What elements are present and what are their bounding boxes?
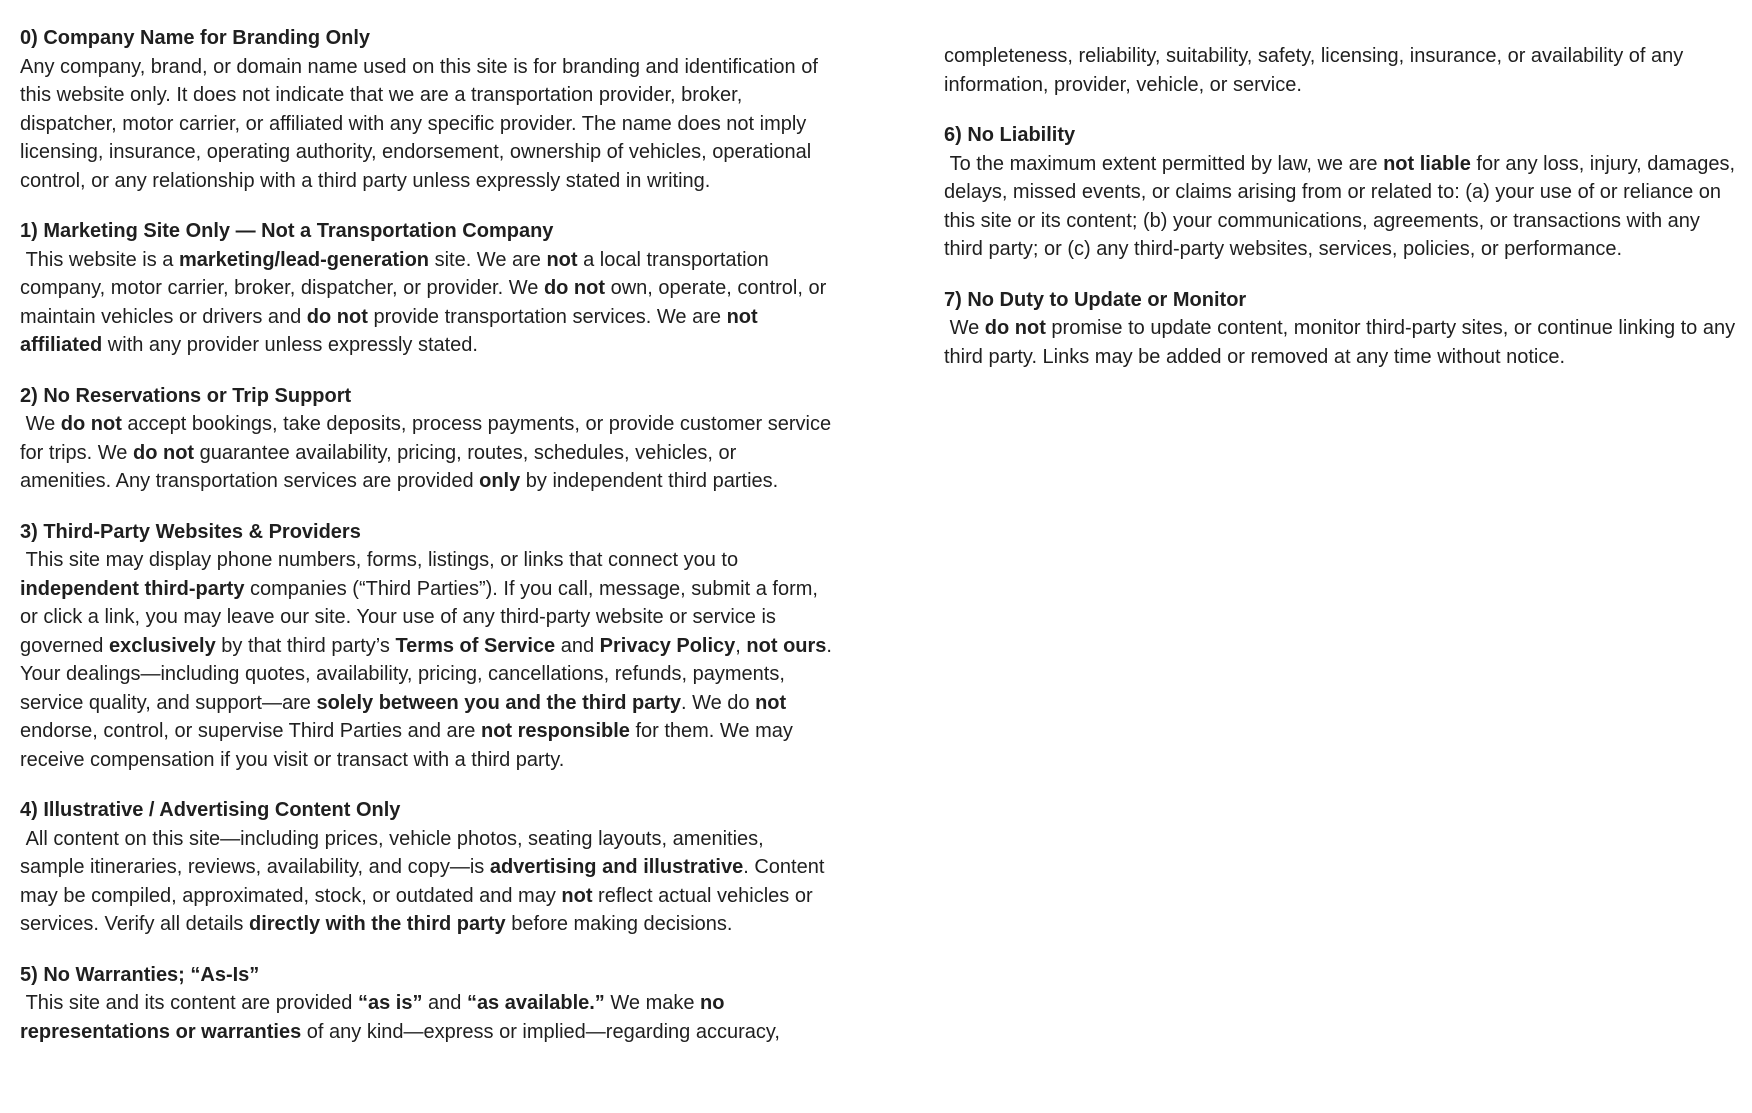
section-heading: 5) No Warranties; “As-Is” xyxy=(20,963,260,986)
body-text: by that third party’s xyxy=(215,634,396,657)
body-text-bold: no representations or warranties xyxy=(20,992,731,1043)
disclaimer-section xyxy=(944,286,1741,372)
body-text: We xyxy=(944,317,985,339)
body-text: before making decisions. xyxy=(505,913,733,935)
section-heading: 7) No Duty to Update or Monitor xyxy=(944,288,1247,311)
body-text-bold: not xyxy=(755,691,787,714)
section-heading: 0) Company Name for Branding Only xyxy=(20,27,371,49)
body-text: for any loss, injury, damages, delays, missed events, or claims arising from or related to: (a) your use of or reliance on this site or its content; (b) your communications, agreements, or transactions with any third party; or (c) any third-party websites, services, policies, or performance. xyxy=(944,152,1741,260)
disclaimer-section xyxy=(20,24,832,195)
left-column xyxy=(20,24,838,1068)
section-body xyxy=(20,546,838,774)
body-text-bold: marketing/lead-generation xyxy=(178,248,430,271)
section-heading: 2) No Reservations or Trip Support xyxy=(20,384,352,407)
body-text: . Your dealings—including quotes, availability, pricing, cancellations, refunds, payments, service quality, and support—are xyxy=(20,634,838,714)
body-text: of any kind—express or implied—regarding accuracy, xyxy=(301,1020,780,1043)
body-text-bold: do not xyxy=(543,277,606,299)
body-text: completeness, reliability, suitability, safety, licensing, insurance, or availability of any information, provider, vehicle, or service. xyxy=(944,45,1689,96)
body-text: provide transportation services. We are xyxy=(367,305,727,328)
section-body xyxy=(944,42,1736,99)
disclaimer-section xyxy=(944,42,1736,99)
section-heading: 4) Illustrative / Advertising Content Only xyxy=(20,799,401,821)
body-text-bold: do not xyxy=(984,317,1046,339)
body-text: We xyxy=(20,413,61,435)
section-body xyxy=(20,825,832,939)
section-body xyxy=(20,246,832,360)
body-text: promise to update content, monitor third-party sites, or continue linking to any third party. Links may be added or removed at any time without notice. xyxy=(944,317,1741,368)
body-text-bold: Terms of Service xyxy=(395,634,556,657)
body-text: Any company, brand, or domain name used on this site is for branding and identification of this website only. It does not indicate that we are a transportation provider, broker, dispatcher, motor carrier, or affiliated with any specific provider. The name does not imply licensing, insurance, operating authority, endorsement, ownership of vehicles, operational control, or any relationship with a third party unless expressly stated in writing. xyxy=(20,55,824,192)
body-text: . Content may be compiled, approximated, stock, or outdated and may xyxy=(20,856,830,907)
body-text: This site may display phone numbers, forms, listings, or links that connect you to xyxy=(20,549,744,571)
section-body xyxy=(20,989,832,1046)
body-text-bold: not liable xyxy=(1383,152,1471,175)
body-text-bold: do not xyxy=(133,441,195,464)
section-body xyxy=(944,314,1741,371)
section-body xyxy=(944,150,1741,264)
body-text: with any provider unless expressly stated. xyxy=(102,334,478,356)
body-text: To the maximum extent permitted by law, we are xyxy=(944,152,1384,175)
body-text: This website is a xyxy=(20,248,179,271)
body-text: site. We are xyxy=(429,248,547,271)
section-heading: 3) Third-Party Websites & Providers xyxy=(20,520,361,543)
body-text: guarantee availability, pricing, routes, schedules, vehicles, or amenities. Any transportation services are provided xyxy=(20,441,742,492)
body-text-bold: not xyxy=(561,884,593,907)
body-text-bold: exclusively xyxy=(108,634,216,657)
body-text: , xyxy=(735,634,747,657)
body-text: All content on this site—including prices, vehicle photos, seating layouts, amenities, sample itineraries, reviews, availability, and copy—is xyxy=(20,827,770,878)
body-text-bold: not ours xyxy=(746,634,827,657)
body-text-bold: not xyxy=(546,248,578,271)
body-text-bold: solely between you and the third party xyxy=(316,691,681,714)
body-text-bold: do not xyxy=(60,413,122,435)
body-text: companies (“Third Parties”). If you call, message, submit a form, or click a link, you may leave our site. Your use of any third-party website or service is governed xyxy=(20,577,824,657)
body-text: endorse, control, or supervise Third Parties and are xyxy=(20,691,792,742)
section-heading: 6) No Liability xyxy=(944,124,1076,146)
body-text-bold: directly with the third party xyxy=(248,913,506,935)
disclaimer-section xyxy=(20,217,832,360)
body-text: by independent third parties. xyxy=(520,470,779,492)
section-body xyxy=(20,410,837,496)
body-text-bold: Privacy Policy xyxy=(599,634,736,657)
section-heading: 1) Marketing Site Only — Not a Transportation Company xyxy=(20,220,554,242)
body-text: and xyxy=(422,992,467,1014)
disclaimer-section xyxy=(20,961,832,1047)
body-text: We make xyxy=(604,992,701,1014)
body-text-bold: not responsible xyxy=(480,720,630,742)
body-text-bold: “as available.” xyxy=(466,992,605,1014)
body-text: and xyxy=(555,634,600,657)
body-text-bold: do not xyxy=(306,305,368,328)
right-column xyxy=(944,42,1741,393)
body-text-bold: only xyxy=(479,470,521,492)
body-text-bold: independent third-party xyxy=(20,577,245,600)
body-text: for them. We may receive compensation if you visit or transact with a third party. xyxy=(20,720,799,771)
body-text-bold: “as is” xyxy=(357,992,423,1014)
disclaimer-section xyxy=(20,518,838,775)
body-text: a local transportation company, motor carrier, broker, dispatcher, or provider. We xyxy=(20,248,775,299)
body-text: accept bookings, take deposits, process payments, or provide customer service for trips. We xyxy=(20,413,837,464)
body-text: . We do xyxy=(680,691,756,714)
body-text: This site and its content are provided xyxy=(20,992,358,1014)
body-text-bold: advertising and illustrative xyxy=(489,856,744,878)
disclaimer-section xyxy=(20,796,832,939)
disclaimer-section xyxy=(944,121,1741,264)
disclaimer-section xyxy=(20,382,837,496)
body-text: reflect actual vehicles or services. Verify all details xyxy=(20,884,819,935)
body-text-bold: not affiliated xyxy=(20,305,764,356)
section-body xyxy=(20,53,832,196)
body-text: own, operate, control, or maintain vehicles or drivers and xyxy=(20,277,832,328)
